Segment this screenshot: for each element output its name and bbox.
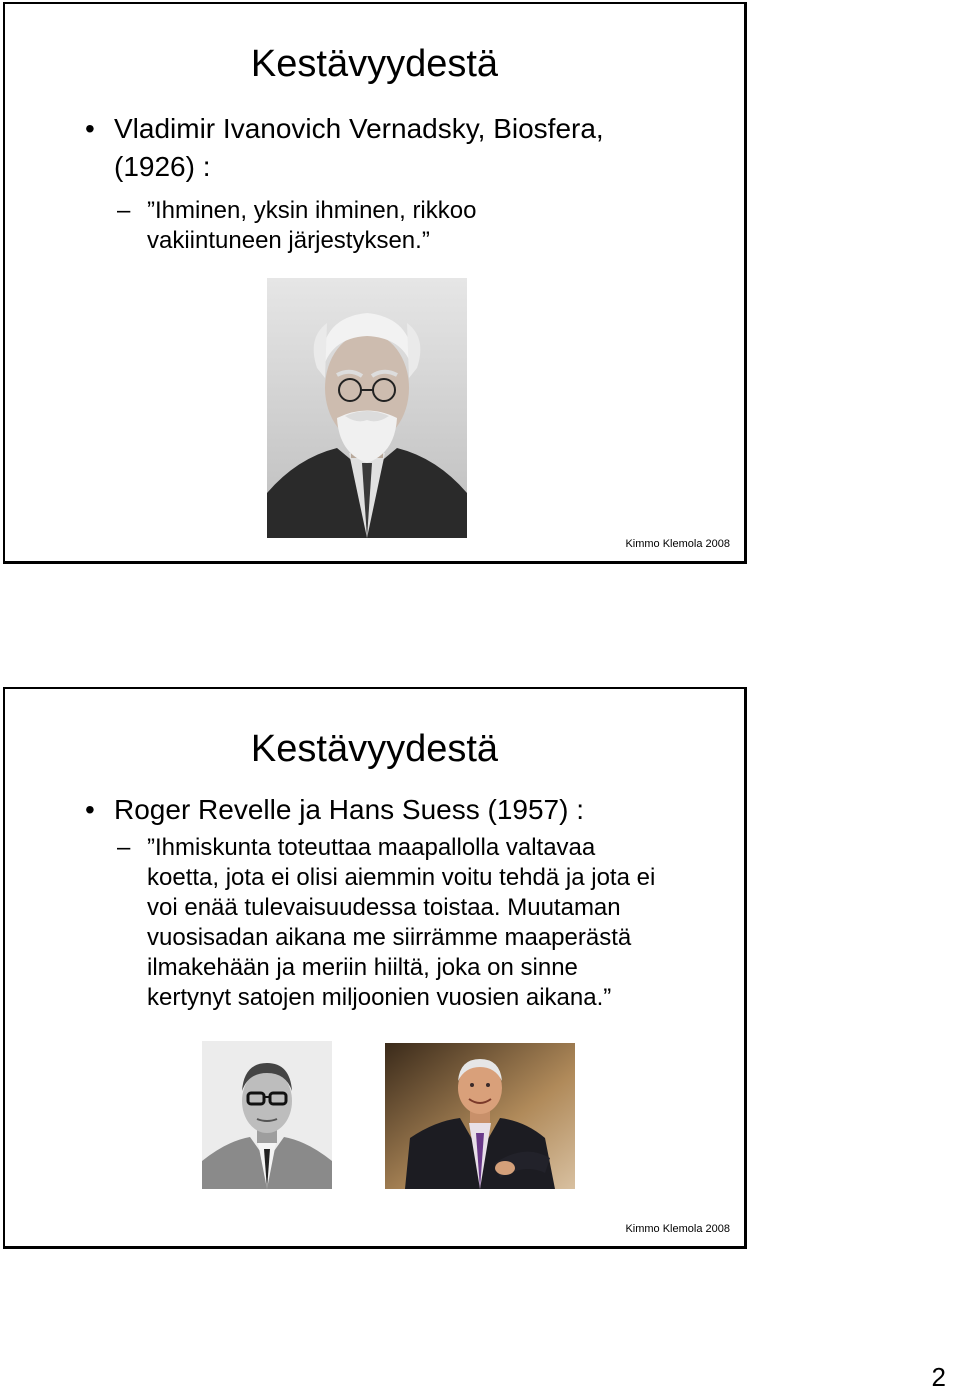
bullet-mark: • bbox=[85, 794, 95, 825]
slide-footer: Kimmo Klemola 2008 bbox=[625, 1223, 730, 1235]
quote-text bbox=[147, 833, 655, 1013]
slide-title: Kestävyydestä bbox=[250, 43, 499, 85]
slide-title: Kestävyydestä bbox=[250, 728, 499, 770]
quote-line: ilmakehään ja meriin hiiltä, joka on sinne bbox=[147, 954, 578, 981]
sub-mark: – bbox=[117, 197, 131, 224]
slide-footer: Kimmo Klemola 2008 bbox=[625, 538, 730, 550]
sub-mark: – bbox=[117, 834, 131, 861]
quote-line: ”Ihminen, yksin ihminen, rikkoo bbox=[147, 197, 477, 224]
bullet-mark: • bbox=[85, 113, 95, 144]
quote-line: koetta, jota ei olisi aiemmin voitu tehdä ja jota ei bbox=[147, 864, 656, 891]
quote-line: voi enää tulevaisuudessa toistaa. Muutaman bbox=[147, 894, 621, 921]
quote-text bbox=[147, 196, 476, 256]
bullet-text-line: (1926) : bbox=[114, 151, 211, 182]
quote-line: ”Ihmiskunta toteuttaa maapallolla valtavaa bbox=[147, 834, 596, 861]
portrait-photo-left bbox=[202, 1041, 332, 1189]
quote-line: kertynyt satojen miljoonien vuosien aikana.” bbox=[147, 984, 612, 1011]
quote-line: vakiintuneen järjestyksen.” bbox=[147, 227, 430, 254]
portrait-photo bbox=[267, 278, 467, 538]
bullet-text-line: Roger Revelle ja Hans Suess (1957) : bbox=[114, 794, 585, 825]
portrait-image bbox=[267, 278, 467, 538]
quote-line: vuosisadan aikana me siirrämme maaperästä bbox=[147, 924, 632, 951]
portrait-photo-right bbox=[385, 1043, 575, 1189]
page-number: 2 bbox=[931, 1362, 946, 1392]
slide-1 bbox=[3, 2, 747, 564]
slide-2 bbox=[3, 687, 747, 1249]
portrait-image bbox=[385, 1043, 575, 1189]
bullet-text-line: Vladimir Ivanovich Vernadsky, Biosfera, bbox=[114, 113, 604, 144]
portrait-image bbox=[202, 1041, 332, 1189]
